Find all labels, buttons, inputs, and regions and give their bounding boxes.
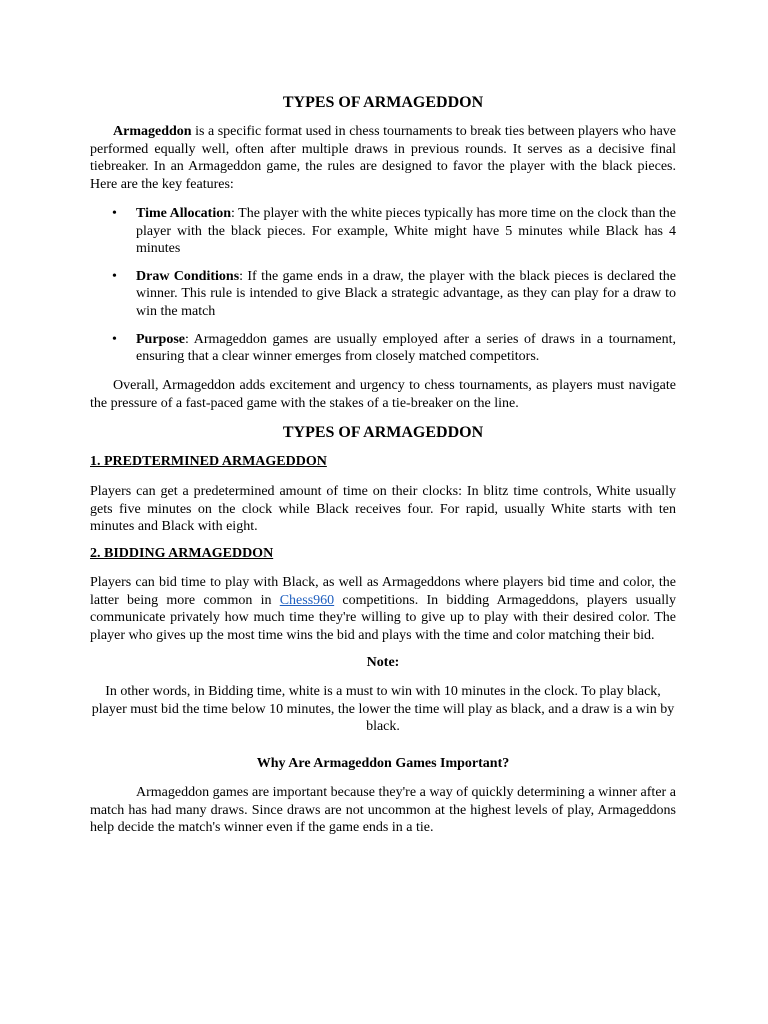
feature-label: Purpose — [136, 331, 185, 347]
why-paragraph: Armageddon games are important because they're a way of quickly determining a winner after a match has had many draws. Since draws are not uncommon at the highest levels of play, Armageddons help decide the match's winner even if the game ends in a tie. — [90, 785, 676, 836]
list-item — [90, 331, 676, 366]
note-label: Note: — [366, 655, 400, 670]
chess960-link[interactable]: Chess960 — [279, 592, 335, 608]
predetermined-heading: 1. PREDTERMINED ARMAGEDDON — [90, 454, 327, 469]
intro-term: Armageddon — [113, 124, 192, 139]
bidding-heading: 2. BIDDING ARMAGEDDON — [90, 546, 274, 561]
overall-paragraph: Overall, Armageddon adds excitement and urgency to chess tournaments, as players must navigate the pressure of a fast-paced game with the stakes of a tie-breaker on the line. — [90, 378, 676, 411]
feature-label: Time Allocation — [136, 206, 232, 221]
list-item — [90, 268, 676, 321]
document-title: TYPES OF ARMAGEDDON — [282, 94, 484, 111]
predetermined-paragraph: Players can get a predetermined amount of time on their clocks: In blitz time controls, White usually gets five minutes on the clock while Black receives four. For rapid, usually White starts with ten minutes and Black with eight. — [90, 484, 676, 535]
bidding-text-before: Players can bid time to play with Black, as well as Armageddons where players bid time and color, the latter being more common in — [90, 575, 676, 608]
section-title: TYPES OF ARMAGEDDON — [282, 424, 484, 441]
bidding-paragraph — [90, 574, 676, 644]
bullet-icon: • — [112, 331, 117, 347]
feature-text: : Armageddon games are usually employed after a series of draws in a tournament, ensuring that a clear winner emerges from closely matched competitors. — [136, 331, 676, 365]
intro-text: is a specific format used in chess tournaments to break ties between players who have performed equally well, often after multiple draws in previous rounds. It serves as a decisive final tiebreaker. In an Armageddon game, the rules are designed to favor the player with the black pieces. Here are the key features: — [90, 124, 676, 192]
feature-text: : The player with the white pieces typically has more time on the clock than the player with the black pieces. For example, White might have 5 minutes while Black has 4 minutes — [136, 206, 676, 257]
bidding-text-after: competitions. In bidding Armageddons, players usually communicate privately how much time they're willing to give up to play with their desired color. The player who gives up the most time wins the bid and plays with the time and color matching their bid. — [90, 592, 677, 643]
features-list — [90, 205, 676, 366]
bullet-icon: • — [112, 206, 117, 221]
feature-label: Draw Conditions — [136, 268, 240, 284]
intro-paragraph — [90, 123, 676, 193]
note-paragraph: In other words, in Bidding time, white is a must to win with 10 minutes in the clock. To play black, player must bid the time below 10 minutes, the lower the time will play as black, and a draw is a win by black. — [91, 684, 675, 735]
bullet-icon: • — [112, 268, 117, 284]
list-item — [90, 205, 676, 258]
feature-text: : If the game ends in a draw, the player with the black pieces is declared the winner. This rule is intended to give Black a strategic advantage, as they can play for a draw to win the match — [136, 268, 677, 319]
why-heading: Why Are Armageddon Games Important? — [256, 756, 510, 771]
